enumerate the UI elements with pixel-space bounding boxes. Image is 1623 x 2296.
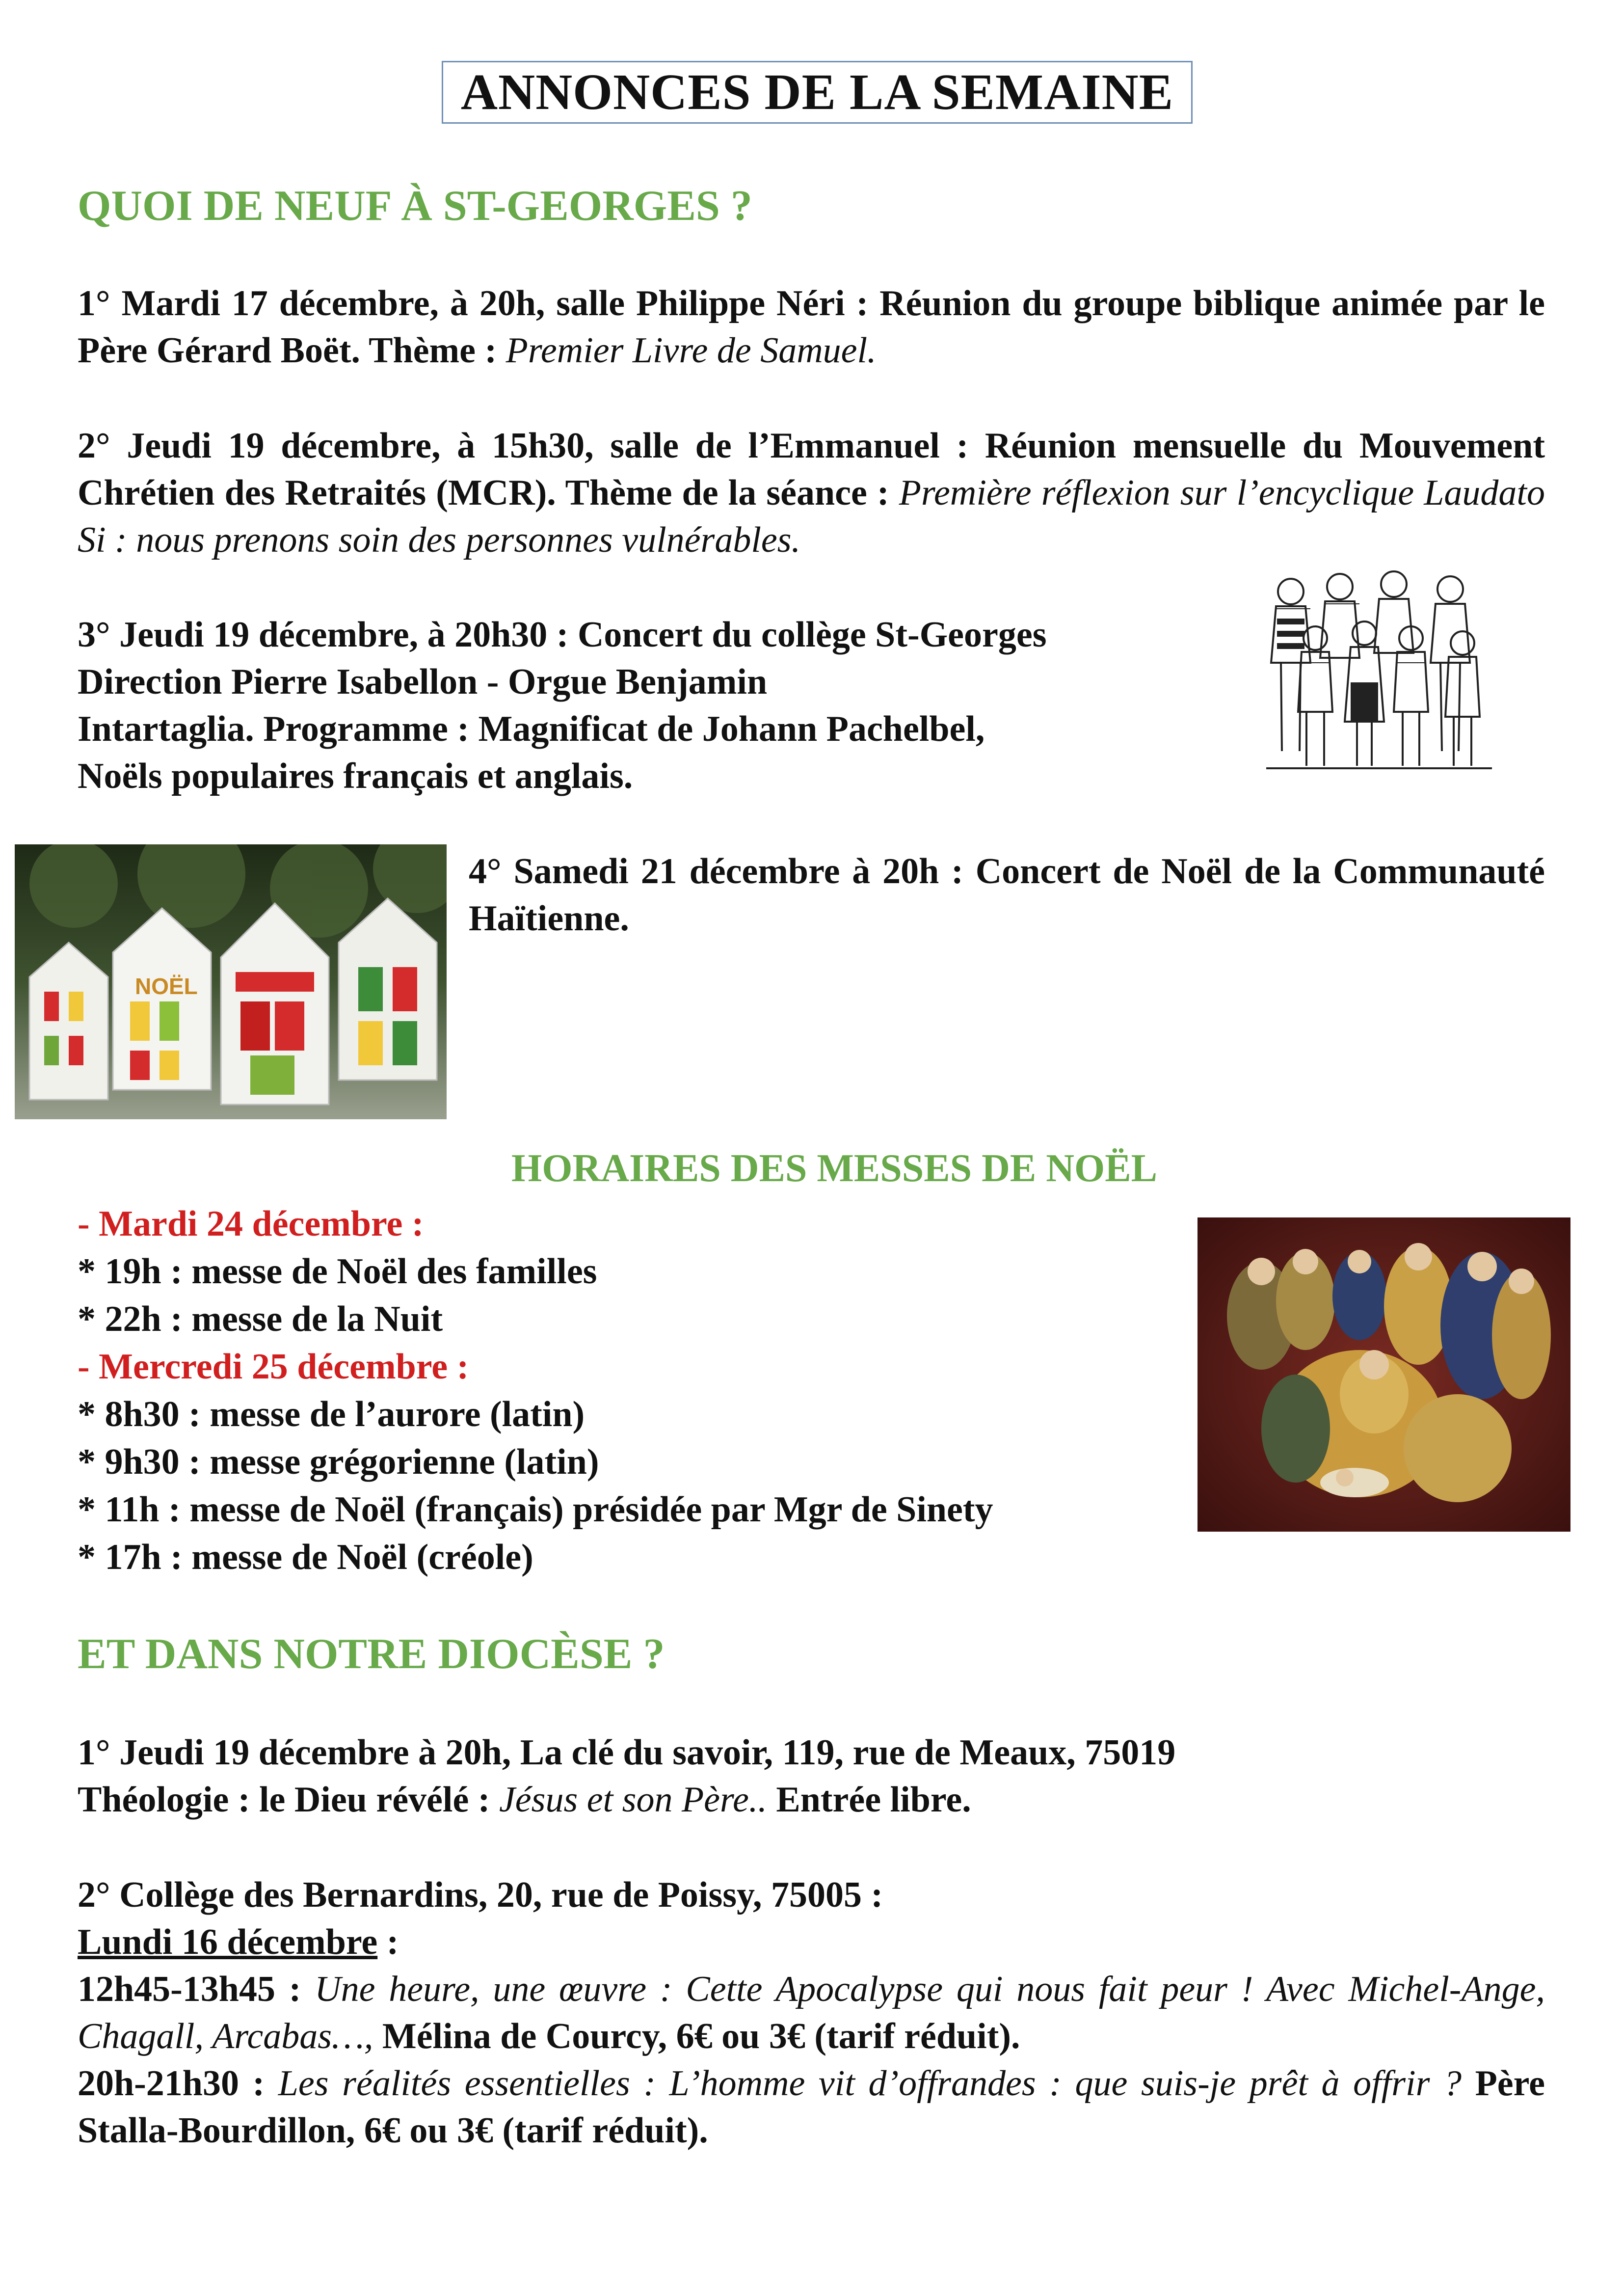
choir-drawing-svg bbox=[1247, 565, 1502, 781]
section-heading-diocese: ET DANS NOTRE DIOCÈSE ? bbox=[78, 1630, 665, 1678]
paper-houses-svg bbox=[15, 844, 447, 1119]
announcement-2-text: 2° Jeudi 19 décembre, à 15h30, salle de l’Emmanuel : Réunion mensuelle du Mouvement Chrétien des Retraités (MCR). Thème de la séance : bbox=[78, 426, 1545, 513]
announcement-3-line: Noëls populaires français et anglais. bbox=[78, 756, 633, 796]
section-heading-st-georges: QUOI DE NEUF À ST-GEORGES ? bbox=[78, 182, 752, 230]
mass-item: * 11h : messe de Noël (français) présidée par Mgr de Sinety bbox=[78, 1489, 993, 1530]
announcement-2 bbox=[78, 422, 1545, 564]
event-a-speaker: Mélina de Courcy, 6€ ou 3€ (tarif réduit). bbox=[382, 2016, 1020, 2056]
nativity-sculpture-svg bbox=[1197, 1217, 1570, 1532]
paper-houses-photo bbox=[15, 844, 447, 1119]
announcement-3-line: 3° Jeudi 19 décembre, à 20h30 : Concert du collège St-Georges bbox=[78, 615, 1047, 655]
announcement-3-line: Intartaglia. Programme : Magnificat de Johann Pachelbel, bbox=[78, 709, 985, 749]
announcement-4 bbox=[469, 848, 1545, 942]
event-b-speaker: Père Stalla-Bourdillon, 6€ ou 3€ (tarif réduit). bbox=[78, 2063, 1545, 2151]
page-title: ANNONCES DE LA SEMAINE bbox=[442, 61, 1193, 124]
mass-day-heading: - Mercredi 25 décembre : bbox=[78, 1347, 469, 1387]
diocese-announcement-1-line2 bbox=[78, 1776, 1545, 1823]
diocese-theme-title: Jésus et son Père.. bbox=[499, 1780, 767, 1820]
diocese-announcement-2-venue: 2° Collège des Bernardins, 20, rue de Poissy, 75005 : bbox=[78, 1875, 883, 1915]
diocese-event-b bbox=[78, 2060, 1545, 2154]
noel-sign-text: NOËL bbox=[135, 973, 198, 999]
announcement-4-text: 4° Samedi 21 décembre à 20h : Concert de Noël de la Communauté Haïtienne. bbox=[469, 851, 1545, 939]
mass-day-heading: - Mardi 24 décembre : bbox=[78, 1204, 424, 1244]
diocese-entry: Entrée libre. bbox=[776, 1780, 971, 1820]
diocese-event-a bbox=[78, 1966, 1545, 2060]
masses-heading: HORAIRES DES MESSES DE NOËL bbox=[511, 1147, 1157, 1190]
event-b-title: Les réalités essentielles : L’homme vit d’offrandes : que suis-je prêt à offrir ? bbox=[278, 2063, 1462, 2104]
announcement-1-text: 1° Mardi 17 décembre, à 20h, salle Philippe Néri : Réunion du groupe biblique animée par le Père Gérard Boët. Thème : bbox=[78, 283, 1545, 371]
diocese-theme-label: Théologie : le Dieu révélé : bbox=[78, 1780, 490, 1820]
diocese-announcement-2 bbox=[78, 1871, 1545, 2154]
announcement-3-line: Direction Pierre Isabellon - Orgue Benjamin bbox=[78, 662, 768, 702]
diocese-announcement-1 bbox=[78, 1729, 1545, 1823]
diocese-date-line bbox=[78, 1918, 1545, 1966]
mass-item: * 8h30 : messe de l’aurore (latin) bbox=[78, 1394, 585, 1434]
mass-item: * 19h : messe de Noël des familles bbox=[78, 1251, 597, 1292]
choir-drawing-image bbox=[1247, 565, 1502, 781]
event-a-title: Une heure, une œuvre : Cette Apocalypse qui nous fait peur ! Avec Michel-Ange, Chagall, Arcabas…, bbox=[78, 1969, 1545, 2056]
masses-list bbox=[78, 1200, 1206, 1581]
event-b-time: 20h-21h30 : bbox=[78, 2063, 265, 2104]
mass-item: * 9h30 : messe grégorienne (latin) bbox=[78, 1442, 599, 1482]
announcement-1-theme: Premier Livre de Samuel. bbox=[506, 330, 877, 371]
announcement-1 bbox=[78, 280, 1545, 374]
mass-item: * 17h : messe de Noël (créole) bbox=[78, 1537, 533, 1577]
mass-item: * 22h : messe de la Nuit bbox=[78, 1299, 443, 1339]
event-a-time: 12h45-13h45 : bbox=[78, 1969, 301, 2009]
diocese-date: Lundi 16 décembre bbox=[78, 1922, 378, 1962]
diocese-date-colon: : bbox=[377, 1922, 399, 1962]
announcement-2-theme: Première réflexion sur l’encyclique Laudato Si : nous prenons soin des personnes vulnérables. bbox=[78, 473, 1545, 560]
announcement-3 bbox=[78, 611, 1255, 800]
nativity-sculpture-photo bbox=[1197, 1217, 1570, 1532]
diocese-announcement-1-line: 1° Jeudi 19 décembre à 20h, La clé du savoir, 119, rue de Meaux, 75019 bbox=[78, 1732, 1176, 1773]
